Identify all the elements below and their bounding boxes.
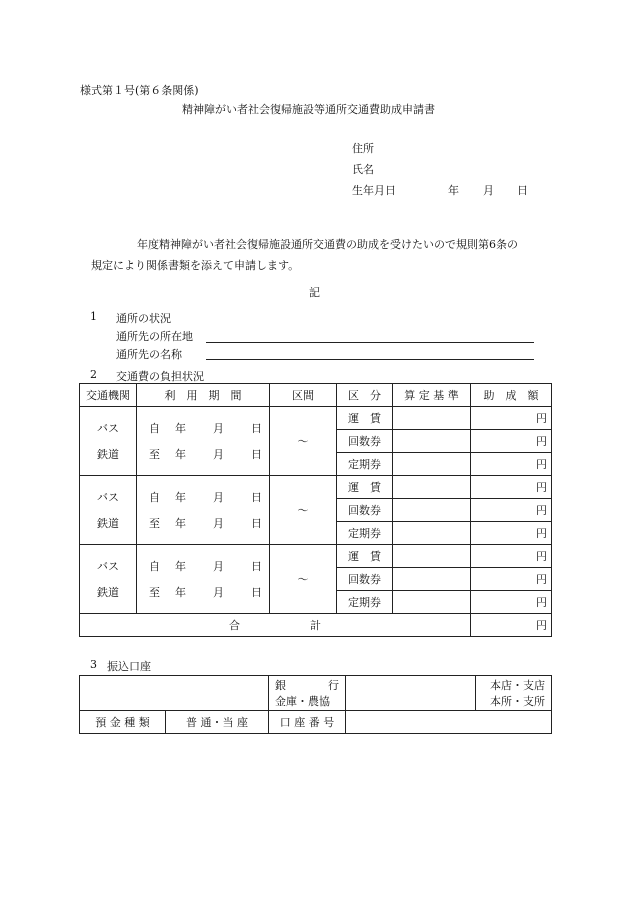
rail-label: 鉄道 <box>97 448 119 461</box>
category-coupon: 回数券 <box>337 499 393 522</box>
category-pass: 定期券 <box>337 522 393 545</box>
rail-label: 鉄道 <box>97 586 119 599</box>
calc-basis-cell[interactable] <box>393 407 471 430</box>
header-subsidy: 助 成 額 <box>471 384 552 407</box>
dob-month: 月 <box>483 184 494 197</box>
calc-basis-cell[interactable] <box>393 545 471 568</box>
tilde-mark: 〜 <box>297 435 309 448</box>
category-fare: 運 賃 <box>337 545 393 568</box>
subsidy-cell[interactable]: 円 <box>471 430 552 453</box>
form-number: 様式第１号(第６条関係) <box>80 84 199 97</box>
subsidy-cell[interactable]: 円 <box>471 591 552 614</box>
month-label: 月 <box>213 560 224 573</box>
bank-char-kou: 行 <box>328 679 339 692</box>
bank-type-cell <box>269 676 346 711</box>
header-category: 区 分 <box>337 384 393 407</box>
section-cell[interactable] <box>270 545 337 614</box>
bus-label: バス <box>97 491 119 504</box>
calc-basis-cell[interactable] <box>393 591 471 614</box>
subsidy-cell[interactable]: 円 <box>471 545 552 568</box>
transport-cell <box>80 545 137 614</box>
day-label: 日 <box>251 586 262 599</box>
year-label: 年 <box>175 422 186 435</box>
day-label: 日 <box>251 448 262 461</box>
branch-type-line2: 本所・支所 <box>490 695 545 708</box>
tilde-mark: 〜 <box>297 573 309 586</box>
rail-label: 鉄道 <box>97 517 119 530</box>
deposit-type-label: 預 金 種 類 <box>80 711 166 734</box>
subsidy-cell[interactable]: 円 <box>471 407 552 430</box>
tilde-mark: 〜 <box>297 504 309 517</box>
ki-mark: 記 <box>309 286 320 299</box>
transport-cost-table <box>79 383 552 637</box>
account-row <box>80 711 552 734</box>
day-label: 日 <box>251 560 262 573</box>
month-label: 月 <box>213 448 224 461</box>
total-label-right: 計 <box>310 619 321 632</box>
header-calc-basis: 算 定 基 準 <box>393 384 471 407</box>
dob-day: 日 <box>517 184 528 197</box>
facility-location-line[interactable] <box>206 342 534 343</box>
category-fare: 運 賃 <box>337 476 393 499</box>
section3-title: 振込口座 <box>107 660 151 673</box>
subsidy-cell[interactable]: 円 <box>471 499 552 522</box>
period-cell[interactable] <box>137 407 270 476</box>
year-label: 年 <box>175 448 186 461</box>
bank-type-line2: 金庫・農協 <box>275 695 330 708</box>
section2-title: 交通費の負担状況 <box>116 370 204 383</box>
header-section: 区間 <box>270 384 337 407</box>
account-number-cell[interactable] <box>346 711 552 734</box>
calc-basis-cell[interactable] <box>393 476 471 499</box>
section-cell[interactable] <box>270 476 337 545</box>
from-label: 自 <box>149 560 160 573</box>
bank-row <box>80 676 552 711</box>
section-cell[interactable] <box>270 407 337 476</box>
category-coupon: 回数券 <box>337 430 393 453</box>
month-label: 月 <box>213 517 224 530</box>
to-label: 至 <box>149 586 160 599</box>
from-label: 自 <box>149 422 160 435</box>
total-label-left: 合 <box>229 619 240 632</box>
period-cell[interactable] <box>137 545 270 614</box>
day-label: 日 <box>251 422 262 435</box>
category-coupon: 回数券 <box>337 568 393 591</box>
month-label: 月 <box>213 586 224 599</box>
section1-title: 通所の状況 <box>116 312 171 325</box>
page-title: 精神障がい者社会復帰施設等通所交通費助成申請書 <box>182 103 435 116</box>
category-fare: 運 賃 <box>337 407 393 430</box>
year-label: 年 <box>175 586 186 599</box>
calc-basis-cell[interactable] <box>393 453 471 476</box>
table-row <box>80 476 552 499</box>
month-label: 月 <box>213 491 224 504</box>
bank-name-cell[interactable] <box>80 676 269 711</box>
calc-basis-cell[interactable] <box>393 522 471 545</box>
category-pass: 定期券 <box>337 591 393 614</box>
to-label: 至 <box>149 448 160 461</box>
transport-cell <box>80 407 137 476</box>
calc-basis-cell[interactable] <box>393 430 471 453</box>
name-label: 氏名 <box>352 163 374 176</box>
table-header-row <box>80 384 552 407</box>
to-label: 至 <box>149 517 160 530</box>
month-label: 月 <box>213 422 224 435</box>
year-label: 年 <box>175 560 186 573</box>
dob-label: 生年月日 <box>352 184 396 197</box>
table-row <box>80 545 552 568</box>
year-label: 年 <box>175 491 186 504</box>
subsidy-cell[interactable]: 円 <box>471 453 552 476</box>
facility-name-label: 通所先の名称 <box>116 348 182 361</box>
subsidy-cell[interactable]: 円 <box>471 568 552 591</box>
total-amount-cell[interactable]: 円 <box>471 614 552 637</box>
facility-location-label: 通所先の所在地 <box>116 330 193 343</box>
header-transport: 交通機関 <box>80 384 137 407</box>
facility-name-line[interactable] <box>206 359 534 360</box>
category-pass: 定期券 <box>337 453 393 476</box>
section3-number: 3 <box>90 658 97 671</box>
bank-char-gin: 銀 <box>275 679 286 692</box>
account-number-label: 口 座 番 号 <box>269 711 346 734</box>
bus-label: バス <box>97 560 119 573</box>
bank-account-table <box>79 675 552 734</box>
section2-number: 2 <box>90 368 97 381</box>
from-label: 自 <box>149 491 160 504</box>
address-label: 住所 <box>352 142 374 155</box>
total-label-cell <box>80 614 471 637</box>
branch-name-cell[interactable] <box>346 676 476 711</box>
subsidy-cell[interactable]: 円 <box>471 522 552 545</box>
body-text-line2: 規定により関係書類を添えて申請します。 <box>91 259 300 272</box>
bus-label: バス <box>97 422 119 435</box>
subsidy-cell[interactable]: 円 <box>471 476 552 499</box>
day-label: 日 <box>251 517 262 530</box>
table-row <box>80 407 552 430</box>
body-text-line1: 年度精神障がい者社会復帰施設通所交通費の助成を受けたいので規則第6条の <box>137 238 518 251</box>
day-label: 日 <box>251 491 262 504</box>
period-cell[interactable] <box>137 476 270 545</box>
section1-number: 1 <box>90 310 97 323</box>
deposit-type-value[interactable]: 普 通・当 座 <box>166 711 269 734</box>
branch-type-cell <box>476 676 552 711</box>
year-label: 年 <box>175 517 186 530</box>
calc-basis-cell[interactable] <box>393 499 471 522</box>
calc-basis-cell[interactable] <box>393 568 471 591</box>
total-row <box>80 614 552 637</box>
header-period: 利 用 期 間 <box>137 384 270 407</box>
branch-type-line1: 本店・支店 <box>490 679 545 692</box>
transport-cell <box>80 476 137 545</box>
dob-year: 年 <box>448 184 459 197</box>
